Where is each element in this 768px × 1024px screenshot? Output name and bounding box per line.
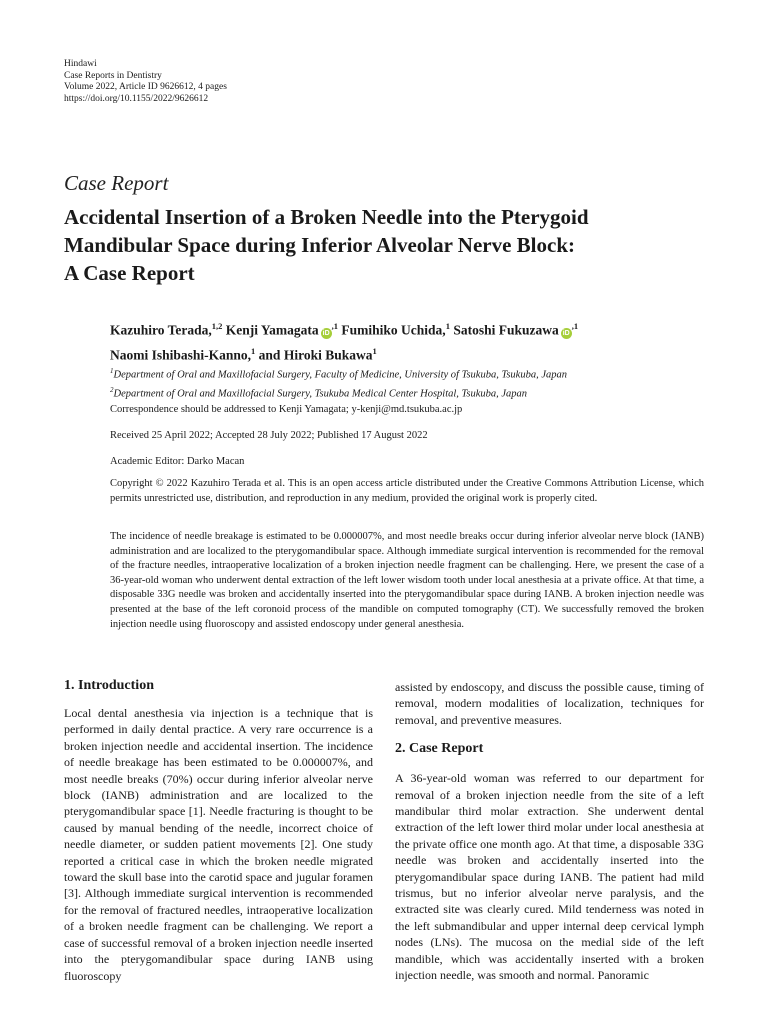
journal-header	[64, 59, 227, 105]
affiliation-text: Department of Oral and Maxillofacial Surgery, Faculty of Medicine, University of Tsukuba, Tsukuba, Japan	[113, 369, 567, 381]
journal-name: Case Reports in Dentistry	[64, 70, 162, 81]
title-line: Mandibular Space during Inferior Alveolar Nerve Block:	[64, 233, 576, 257]
title-line: A Case Report	[64, 261, 195, 285]
affiliation-marker: 1	[251, 345, 256, 356]
abstract: The incidence of needle breakage is estimated to be 0.000007%, and most needle breaks occur during inferior alveolar nerve block (IANB) administration and are localized to the pterygomandibular space. Although immediate surgical intervention is recommended for the removal of the fracture needles, intraoperative localization of a broken injection needle fragment can be challenging. Here, we present the case of a 36-year-old woman who underwent dental extraction of the left lower wisdom tooth under local anesthesia at a private office. At that time, a disposable 33G needle was broken and accidentally inserted into the pterygomandibular space during IANB. A broken injection needle was presented at the base of the left coronoid process of the mandible on computed tomography (CT). We successfully removed the broken injection needle using fluoroscopy and assisted endoscopy under general anesthesia.	[110, 531, 704, 630]
publisher-name: Hindawi	[64, 59, 97, 69]
author-name: Kenji Yamagata	[225, 322, 319, 338]
article-dates: Received 25 April 2022; Accepted 28 July 2022; Published 17 August 2022	[110, 430, 428, 441]
left-column	[64, 677, 373, 984]
body-paragraph: Local dental anesthesia via injection is a technique that is performed in daily dental practice. A very rare occurrence is a broken injection needle and accidental insertion. The incidence of needle breakage has been estimated to be 0.000007%, and most needle breaks (70%) occur during inferior alveolar nerve block (IANB) administration and are localized to the pterygomandibular space [1]. Needle fracturing is thought to be caused by manual bending of the needle, incorrect choice of needle diameter, or sudden patient movements [2]. One study reported a critical case in which the broken needle migrated toward the skull base into the carotid space and jugular foramen [3]. Although immediate surgical intervention is recommended for the removal of fractured needles, intraoperative localization of a broken needle fragment can be challenging. We report a case of successful removal of a broken injection needle inserted into the pterygomandibular space during IANB using fluoroscopy	[64, 706, 373, 983]
author-name: Naomi Ishibashi-Kanno,	[110, 347, 252, 362]
volume-info: Volume 2022, Article ID 9626612, 4 pages	[64, 82, 227, 93]
doi-link[interactable]: https://doi.org/10.1155/2022/9626612	[64, 93, 209, 104]
article-title	[64, 203, 704, 287]
article-type: Case Report	[64, 171, 169, 195]
orcid-icon[interactable]: iD	[322, 329, 330, 337]
body-paragraph: assisted by endoscopy, and discuss the possible cause, timing of removal, modern modalities of localization, techniques for removal, and preventive measures.	[395, 680, 704, 727]
affiliation-marker: ,1	[571, 321, 579, 331]
author-line	[110, 316, 710, 341]
correspondence: Correspondence should be addressed to Kenji Yamagata; y-kenji@md.tsukuba.ac.jp	[110, 404, 463, 415]
right-column	[395, 679, 704, 984]
affiliation	[110, 364, 567, 383]
orcid-icon[interactable]: iD	[562, 329, 570, 337]
author-name: Fumihiko Uchida,	[341, 322, 446, 338]
section-heading: 2. Case Report	[395, 741, 484, 757]
copyright-notice: Copyright © 2022 Kazuhiro Terada et al. This is an open access article distributed under the Creative Commons Attribution License, which permits unrestricted use, distribution, and reproduction in any medium, provided the original work is properly cited.	[110, 478, 704, 504]
section-heading: 1. Introduction	[64, 678, 154, 693]
affiliation	[110, 383, 567, 402]
body-paragraph: A 36-year-old woman was referred to our department for removal of a broken injection needle from the site of a left mandibular third molar extraction. She underwent dental extraction of the left lower third molar under local anesthesia at the private office one month ago. At that time, a disposable 33G needle was broken and accidentally inserted into the pterygomandibular space during IANB. The patient had mild trismus, but no inferior alveolar nerve paralysis, and the extracted site was clearly cured. Mild tenderness was noted in the left submandibular and upper internal deep cervical lymph nodes (LNs). The mucosa on the medial side of the left mandible, which was accidentally inserted with a broken injection needle, was smooth and normal. Panoramic	[395, 771, 704, 983]
affiliations	[110, 364, 567, 401]
affiliation-marker: ,1	[331, 321, 339, 331]
affiliation-text: Department of Oral and Maxillofacial Surgery, Tsukuba Medical Center Hospital, Tsukuba, Japan	[113, 388, 528, 399]
affiliation-marker: 1,2	[211, 321, 223, 331]
affiliation-number: 2	[110, 385, 114, 394]
author-name: and Hiroki Bukawa	[258, 347, 373, 362]
author-line	[110, 341, 710, 366]
author-name: Satoshi Fukuzawa	[453, 322, 559, 338]
author-name: Kazuhiro Terada,	[110, 322, 212, 338]
affiliation-marker: 1	[445, 321, 450, 331]
title-line: Accidental Insertion of a Broken Needle into the Pterygoid	[64, 205, 589, 229]
academic-editor: Academic Editor: Darko Macan	[110, 456, 245, 467]
affiliation-number: 1	[110, 367, 114, 375]
affiliation-marker: 1	[372, 345, 377, 356]
author-list	[110, 316, 710, 365]
